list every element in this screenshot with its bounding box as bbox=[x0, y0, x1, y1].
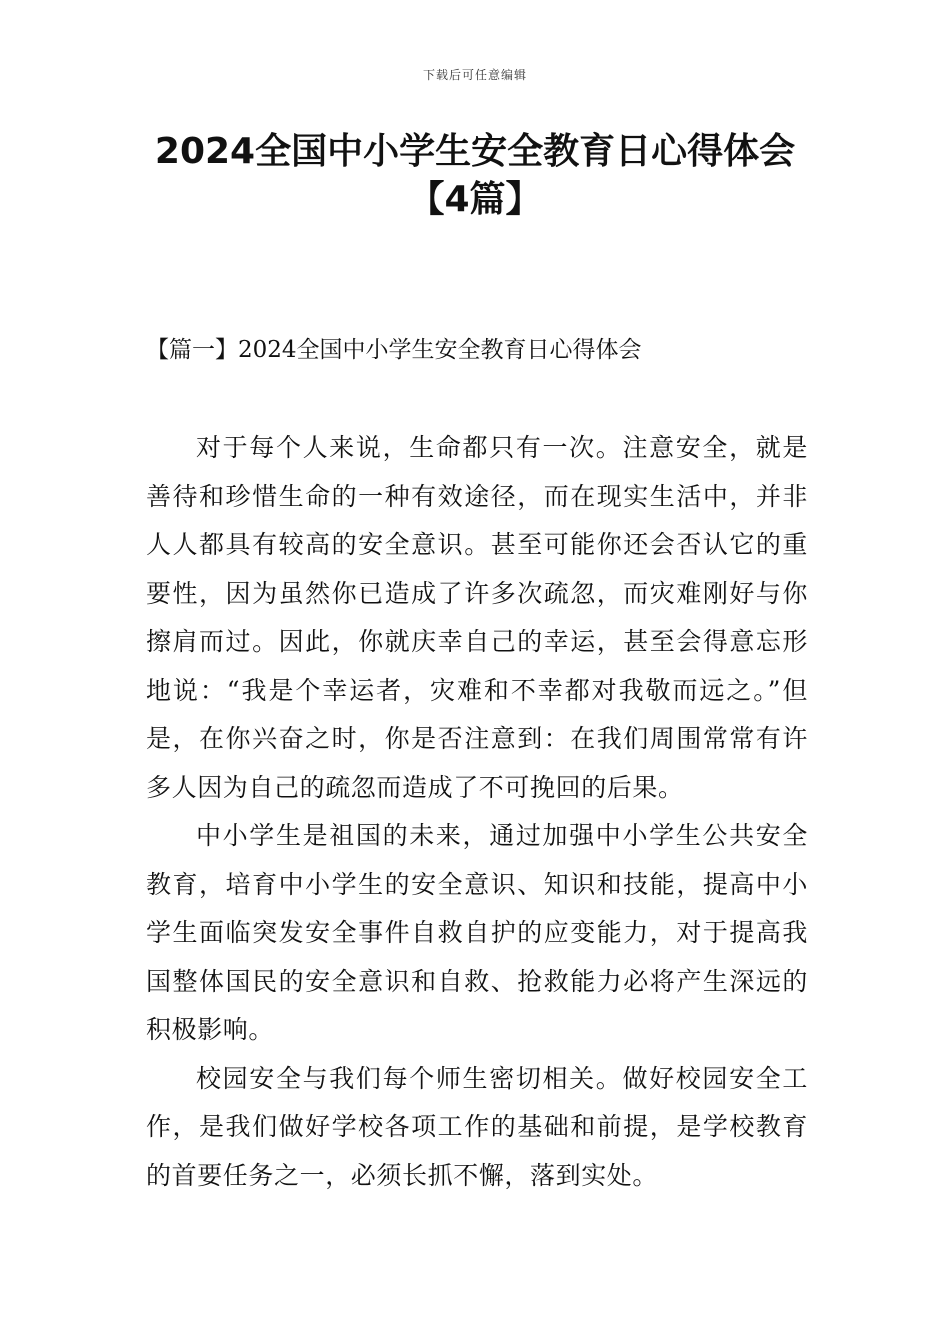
document-body bbox=[146, 424, 808, 1200]
header-note: 下载后可任意编辑 bbox=[422, 68, 527, 82]
document-title: 2024全国中小学生安全教育日心得体会【4篇】 bbox=[154, 131, 796, 220]
paragraph: 中小学生是祖国的未来，通过加强中小学生公共安全教育，培育中小学生的安全意识、知识和技能，提高中小学生面临突发安全事件自救自护的应变能力，对于提高我国整体国民的安全意识和自救、抢救能力必将产生深远的积极影响。 bbox=[146, 821, 808, 1044]
section-heading: 【篇一】2024全国中小学生安全教育日心得体会 bbox=[146, 337, 642, 363]
paragraph: 校园安全与我们每个师生密切相关。做好校园安全工作，是我们做好学校各项工作的基础和前提，是学校教育的首要任务之一，必须长抓不懈，落到实处。 bbox=[146, 1063, 808, 1190]
paragraph: 对于每个人来说，生命都只有一次。注意安全，就是善待和珍惜生命的一种有效途径，而在现实生活中，并非人人都具有较高的安全意识。甚至可能你还会否认它的重要性，因为虽然你已造成了许多次疏忽，而灾难刚好与你擦肩而过。因此，你就庆幸自己的幸运，甚至会得意忘形地说：“我是个幸运者，灾难和不幸都对我敬而远之。”但是，在你兴奋之时，你是否注意到：在我们周围常常有许多人因为自己的疏忽而造成了不可挽回的后果。 bbox=[146, 433, 808, 802]
